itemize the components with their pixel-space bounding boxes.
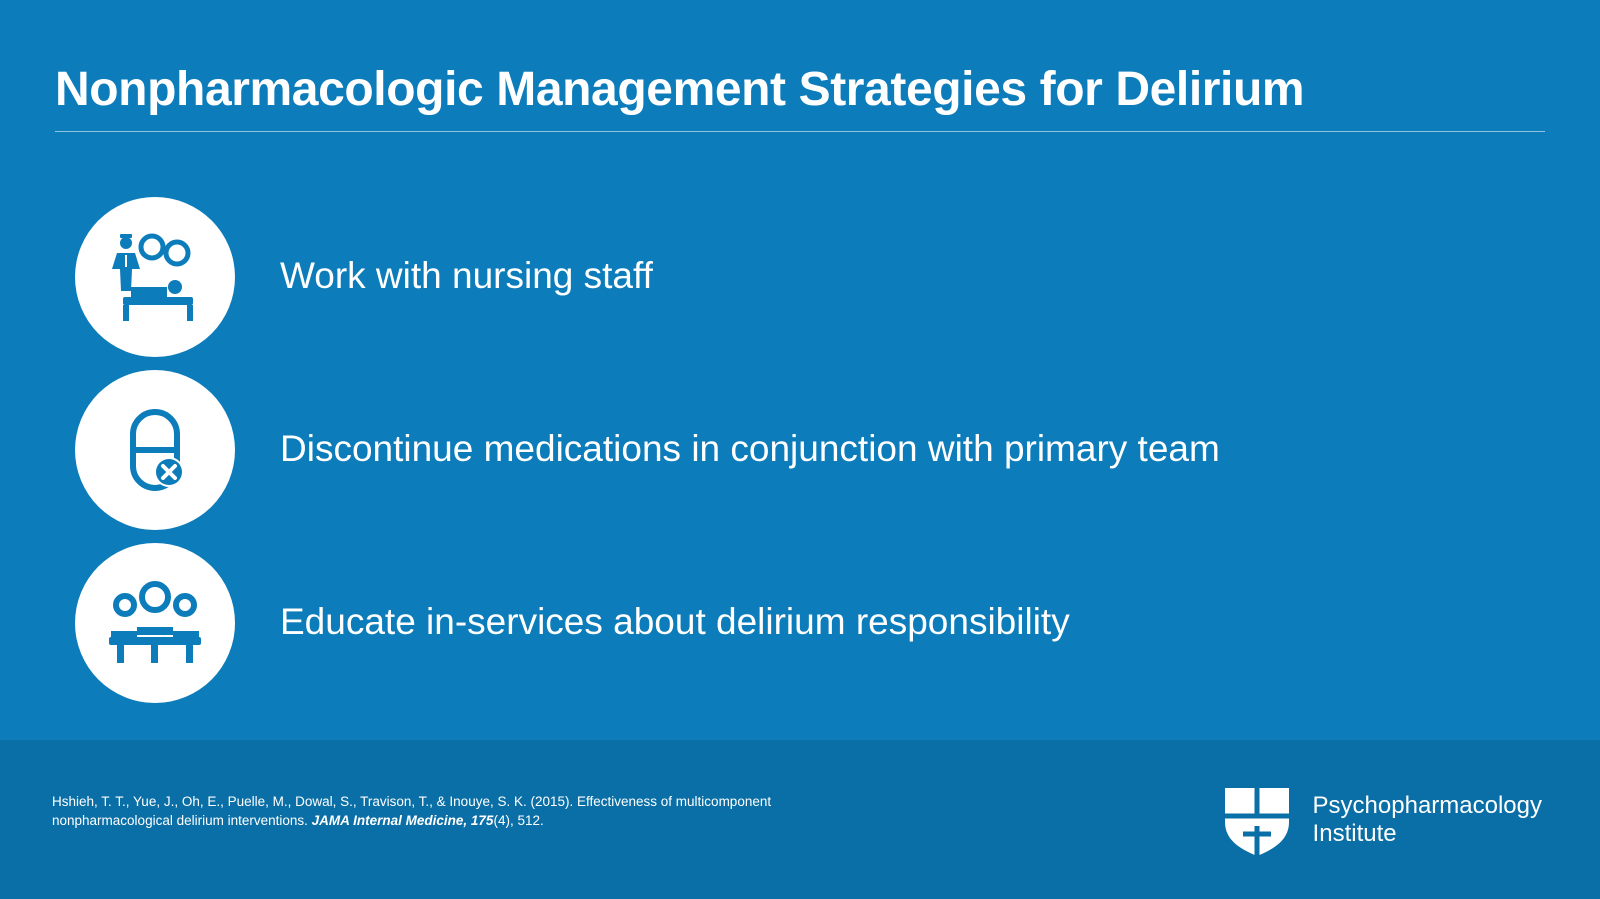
title-block xyxy=(55,62,1545,132)
shield-logo-icon xyxy=(1219,782,1295,858)
page-title: Nonpharmacologic Management Strategies for Delirium xyxy=(55,63,1305,116)
group-of-people-at-table-icon xyxy=(75,543,235,703)
bullet-list xyxy=(75,190,1555,709)
list-item-label: Work with nursing staff xyxy=(280,255,653,297)
citation-part-two: (4), 512. xyxy=(493,812,544,828)
list-item-label: Educate in-services about delirium responsibility xyxy=(280,601,1070,643)
citation-part-one: Hshieh, T. T., Yue, J., Oh, E., Puelle, M., Dowal, S., Travison, T., & Inouye, S. K. (2015). Effectiveness of multicomponent nonpharmacological delirium interventions. xyxy=(52,794,772,828)
list-item xyxy=(75,363,1555,536)
list-item-label: Discontinue medications in conjunction with primary team xyxy=(280,428,1220,470)
brand-name xyxy=(1313,792,1542,849)
brand-name-line-1: Psychopharmacology xyxy=(1312,791,1542,819)
citation-journal: JAMA Internal Medicine, 175 xyxy=(311,812,494,828)
list-item xyxy=(75,536,1555,709)
pill-with-x-icon xyxy=(75,370,235,530)
brand-name-line-2: Institute xyxy=(1312,820,1397,847)
list-item xyxy=(75,190,1555,363)
citation-text xyxy=(52,793,812,830)
slide-footer xyxy=(0,740,1600,899)
brand-lockup xyxy=(1219,782,1542,858)
nurse-with-patient-in-bed-icon xyxy=(75,197,235,357)
title-divider xyxy=(55,131,1545,132)
